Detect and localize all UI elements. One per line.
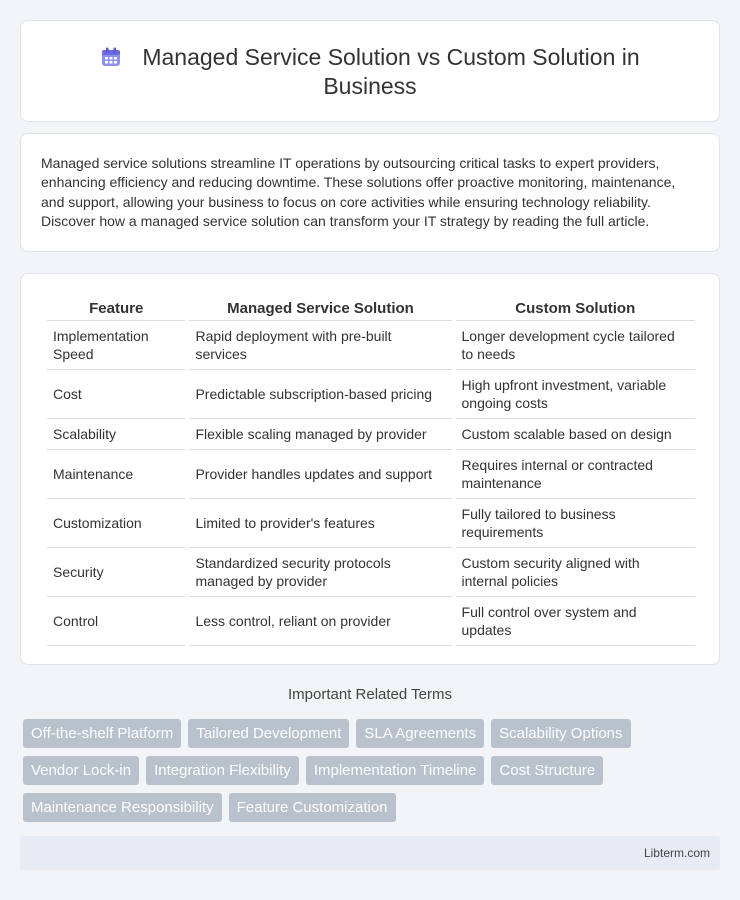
table-row — [47, 370, 695, 419]
custom-cell: Fully tailored to business requirements — [456, 499, 695, 548]
custom-cell: Longer development cycle tailored to needs — [456, 321, 695, 370]
managed-cell: Predictable subscription-based pricing — [189, 370, 451, 419]
feature-cell: Security — [47, 548, 185, 597]
footer-site-link[interactable]: Libterm.com — [643, 846, 710, 860]
table-row — [47, 548, 695, 597]
related-term-tag[interactable]: Off-the-shelf Platform — [23, 719, 181, 748]
custom-cell: High upfront investment, variable ongoing costs — [456, 370, 695, 419]
related-term-tag[interactable]: Integration Flexibility — [146, 756, 299, 785]
comparison-table — [43, 295, 699, 646]
custom-cell: Custom security aligned with internal policies — [456, 548, 695, 597]
feature-cell: Scalability — [47, 419, 185, 450]
page-title-text: Managed Service Solution vs Custom Solution in Business — [142, 44, 640, 99]
calendar-icon — [100, 46, 122, 68]
related-terms-list — [23, 719, 713, 822]
table-row — [47, 419, 695, 450]
related-term-tag[interactable]: Implementation Timeline — [306, 756, 485, 785]
related-term-tag[interactable]: Feature Customization — [229, 793, 396, 822]
related-term-tag[interactable]: Maintenance Responsibility — [23, 793, 222, 822]
related-term-tag[interactable]: Tailored Development — [188, 719, 349, 748]
intro-paragraph: Managed service solutions streamline IT operations by outsourcing critical tasks to expert providers, enhancing efficiency and reducing downtime. These solutions offer proactive monitoring, maintenance, and support, allowing your business to focus on core activities while ensuring technology reliability. Discover how a managed service solution can transform your IT strategy by reading the full article. — [41, 155, 676, 229]
table-row — [47, 321, 695, 370]
table-row — [47, 499, 695, 548]
feature-cell: Maintenance — [47, 450, 185, 499]
managed-cell: Rapid deployment with pre-built services — [189, 321, 451, 370]
comparison-card — [20, 273, 720, 665]
related-term-tag[interactable]: Scalability Options — [491, 719, 630, 748]
custom-cell: Requires internal or contracted maintenance — [456, 450, 695, 499]
managed-cell: Limited to provider's features — [189, 499, 451, 548]
custom-cell: Custom scalable based on design — [456, 419, 695, 450]
feature-cell: Implementation Speed — [47, 321, 185, 370]
table-header-row — [47, 295, 695, 321]
header-feature: Feature — [47, 295, 185, 321]
related-term-tag[interactable]: Cost Structure — [491, 756, 603, 785]
feature-cell: Control — [47, 597, 185, 646]
page-title — [51, 43, 689, 101]
table-row — [47, 450, 695, 499]
custom-cell: Full control over system and updates — [456, 597, 695, 646]
related-term-tag[interactable]: SLA Agreements — [356, 719, 484, 748]
intro-card — [20, 133, 720, 252]
managed-cell: Standardized security protocols managed by provider — [189, 548, 451, 597]
managed-cell: Flexible scaling managed by provider — [189, 419, 451, 450]
related-term-tag[interactable]: Vendor Lock-in — [23, 756, 139, 785]
table-row — [47, 597, 695, 646]
footer-bar — [20, 836, 720, 870]
feature-cell: Customization — [47, 499, 185, 548]
title-card — [20, 20, 720, 122]
header-custom: Custom Solution — [456, 295, 695, 321]
related-terms-title: Important Related Terms — [288, 686, 452, 703]
header-managed: Managed Service Solution — [189, 295, 451, 321]
managed-cell: Provider handles updates and support — [189, 450, 451, 499]
feature-cell: Cost — [47, 370, 185, 419]
managed-cell: Less control, reliant on provider — [189, 597, 451, 646]
